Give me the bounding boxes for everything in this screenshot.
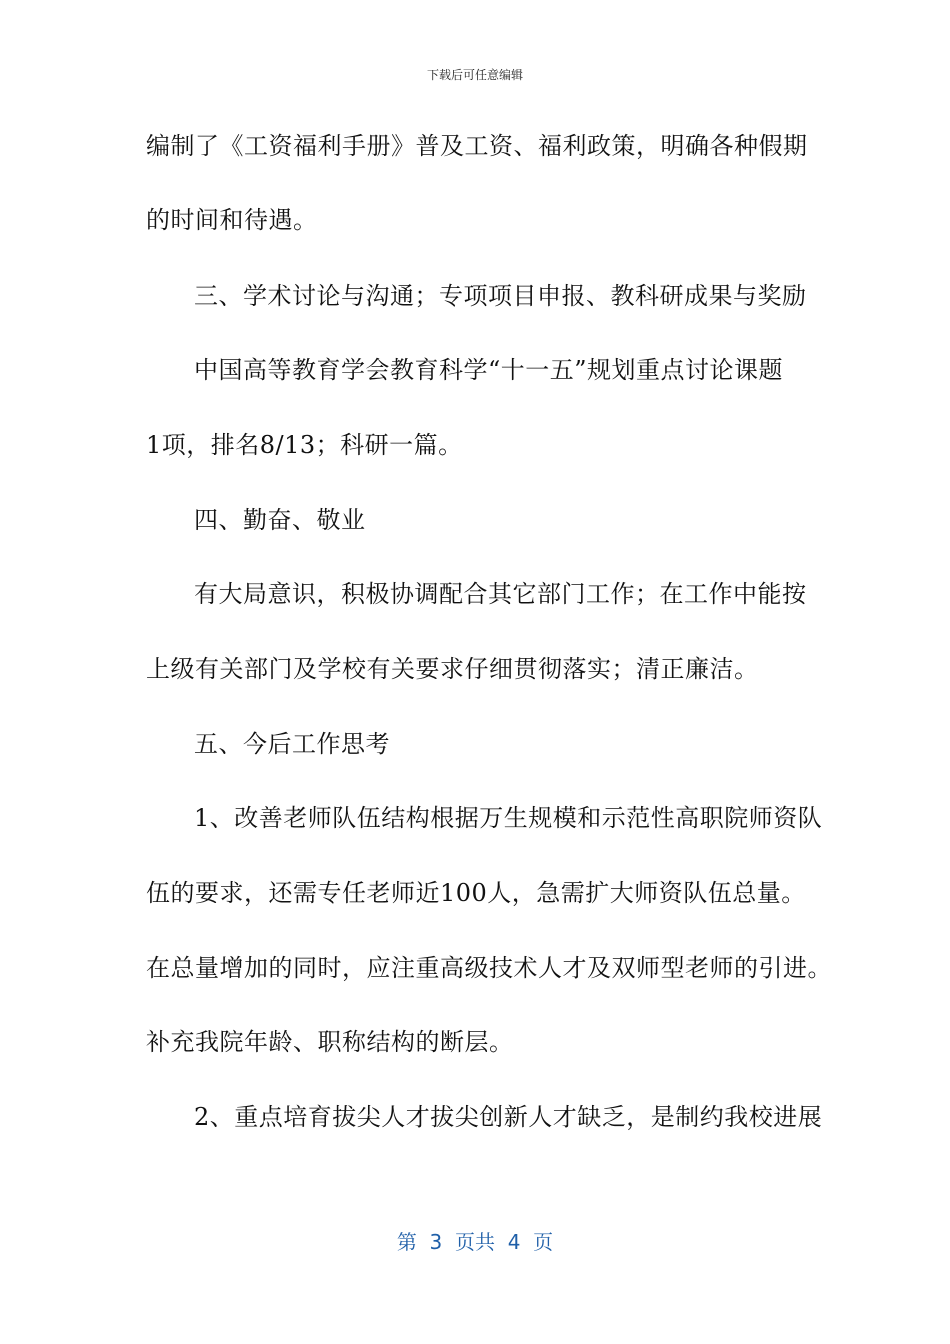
body-line: 编制了《工资福利手册》普及工资、福利政策，明确各种假期 — [146, 132, 808, 160]
section-heading-3: 三、学术讨论与沟通；专项项目申报、教科研成果与奖励 — [194, 282, 807, 310]
body-line: 1项，排名8/13；科研一篇。 — [146, 431, 463, 459]
body-line: 中国高等教育学会教育科学“十一五”规划重点讨论课题 — [194, 356, 784, 384]
page-number-footer: 第 3 页共 4 页 — [396, 1230, 554, 1254]
body-line: 上级有关部门及学校有关要求仔细贯彻落实；清正廉洁。 — [146, 655, 759, 683]
body-line: 在总量增加的同时，应注重高级技术人才及双师型老师的引进。 — [146, 954, 832, 982]
body-line: 1、改善老师队伍结构根据万生规模和示范性高职院师资队 — [194, 804, 823, 832]
body-line: 的时间和待遇。 — [146, 206, 318, 234]
section-heading-5: 五、今后工作思考 — [194, 730, 390, 758]
section-heading-4: 四、勤奋、敬业 — [194, 506, 366, 534]
page-header: 下载后可任意编辑 — [426, 68, 523, 82]
body-line: 2、重点培育拔尖人才拔尖创新人才缺乏，是制约我校进展 — [194, 1103, 823, 1131]
body-line: 伍的要求，还需专任老师近100人，急需扩大师资队伍总量。 — [146, 879, 806, 907]
body-line: 有大局意识，积极协调配合其它部门工作；在工作中能按 — [194, 580, 807, 608]
body-line: 补充我院年龄、职称结构的断层。 — [146, 1028, 514, 1056]
